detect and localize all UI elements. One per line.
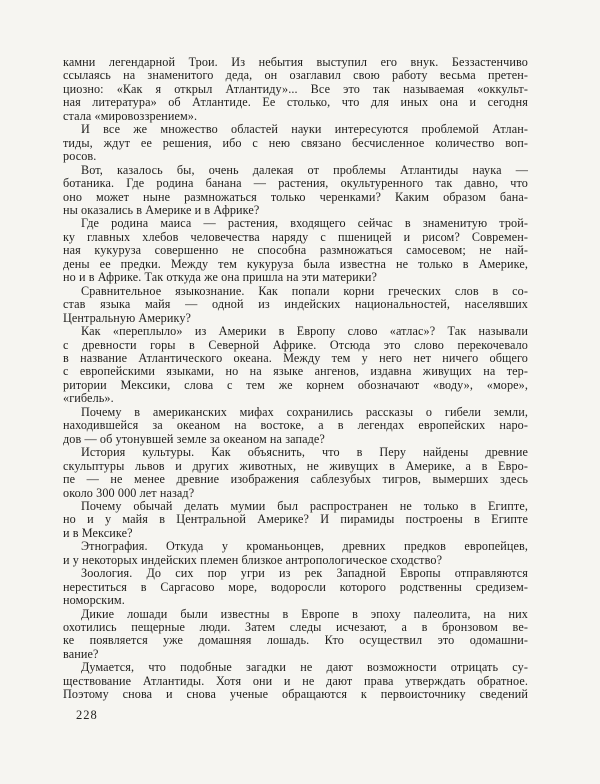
text-line: Почему обычай делать мумии был распространен не только в Египте, [81, 498, 528, 513]
text-line: номорским. [63, 593, 125, 608]
text-line: дов — об утонувшей земле за океаном на западе? [63, 431, 325, 446]
text-line: Почему в американских мифах сохранились рассказы о гибели земли, [81, 404, 528, 419]
text-line: Этнография. Откуда у кроманьонцев, древних предков европейцев, [81, 539, 528, 554]
text-line: ная литература» об Атлантиде. Ее столько, что для иных она и сегодня [63, 95, 528, 110]
text-line: стала «мировоззрением». [63, 108, 198, 123]
text-line: Думается, что подобные загадки не дают возможности отрицать су- [81, 660, 528, 675]
text-line: но и у майя в Центральной Америке? И пирамиды построены в Египте [63, 512, 528, 527]
text-line: и у некоторых индейских племен близкое антропологическое сходство? [63, 552, 443, 567]
paragraph [63, 164, 528, 218]
text-line: тиды, ждут ее решения, ибо с нею связано бесчисленное количество воп- [63, 135, 528, 150]
text-line: став языка майя — одной из индейских национальностей, населявших [63, 297, 528, 312]
text-line: Как «переплыло» из Америки в Европу слово «атлас»? Так называли [81, 324, 528, 339]
text-line: Поэтому снова и снова ученые обращаются к первоисточнику сведений [63, 687, 528, 702]
text-line: камни легендарной Трои. Из небытия выступил его внук. Беззастенчиво [63, 55, 528, 69]
paragraph [63, 608, 528, 662]
text-line: пе — не менее древние изображения саблезубых тигров, вымерших здесь [63, 472, 528, 487]
page-number: 228 [76, 708, 98, 722]
text-line: циозно: «Как я открыл Атлантиду»... Все это так называемая «оккульт- [63, 81, 528, 96]
text-line: Зоология. До сих пор угри из рек Западной Европы отправляются [81, 566, 528, 581]
text-line: ществование Атлантиды. Хотя они и не дают права утверждать обратное. [63, 673, 528, 688]
paragraph [63, 325, 528, 406]
paragraph [63, 285, 528, 325]
text-line: ритории Мексики, слова с тем же корнем обозначают «воду», «море», [63, 377, 528, 392]
text-line: ботаника. Где родина банана — растения, окультуренного так давно, что [63, 176, 528, 191]
text-line: ку главных хлебов человечества наряду с пшеницей и рисом? Современ- [63, 229, 528, 244]
text-line: в название Атлантического океана. Между тем у него нет ничего общего [63, 350, 528, 365]
text-line: и в Мексике? [63, 525, 133, 540]
text-line: Где родина маиса — растения, входящего сейчас в знаменитую трой- [81, 216, 528, 231]
text-line: нереститься в Саргасово море, водоросли которого родственны средизем- [63, 579, 528, 594]
text-line: История культуры. Как объяснить, что в Перу найдены древние [81, 445, 528, 460]
text-line: «гибель». [63, 391, 114, 406]
paragraph [63, 567, 528, 607]
text-block [63, 56, 528, 702]
paragraph [63, 123, 528, 163]
text-line: И все же множество областей науки интересуются проблемой Атлан- [81, 122, 528, 137]
text-line: охотились пещерные люди. Затем следы исчезают, а в бронзовом ве- [63, 620, 528, 635]
text-line: Сравнительное языкознание. Как попали корни греческих слов в со- [81, 283, 528, 298]
paragraph [63, 406, 528, 446]
text-line: находившейся за океаном на востоке, а в легендах европейских наро- [63, 418, 528, 433]
text-line: ны оказались в Америке и в Африке? [63, 202, 260, 217]
text-line: ная кукуруза совершенно не способна размножаться самосевом; не най- [63, 243, 528, 258]
text-line: ке появляется уже домашняя лошадь. Кто осуществил это одомашни- [63, 633, 528, 648]
text-line: Дикие лошади были известны в Европе в эпоху палеолита, на них [81, 606, 528, 621]
paragraph [63, 540, 528, 567]
text-line: Вот, казалось бы, очень далекая от проблемы Атлантиды наука — [81, 162, 528, 177]
text-line: но и в Африке. Так откуда же она пришла на эти материки? [63, 270, 377, 285]
text-line: около 300 000 лет назад? [63, 485, 195, 500]
text-line: ссылаясь на знаменитого деда, он озаглавил свою работу весьма претен- [63, 68, 528, 83]
paragraph [63, 446, 528, 500]
text-line: с древности горы в Северной Африке. Отсюда это слово перекочевало [63, 337, 528, 352]
paragraph [63, 56, 528, 123]
text-line: с европейскими языками, но на языке ангенов, издавна живущих на тер- [63, 364, 528, 379]
text-line: росов. [63, 149, 97, 164]
text-line: дены ее предки. Между тем кукуруза была известна не только в Америке, [63, 256, 528, 271]
text-line: Центральную Америку? [63, 310, 192, 325]
paragraph [63, 500, 528, 540]
text-line: оно может ныне размножаться только черенками? Каким образом бана- [63, 189, 528, 204]
text-line: скульптуры львов и других животных, не живущих в Америке, а в Евро- [63, 458, 528, 473]
text-line: вание? [63, 646, 99, 661]
paragraph [63, 217, 528, 284]
paragraph [63, 661, 528, 701]
